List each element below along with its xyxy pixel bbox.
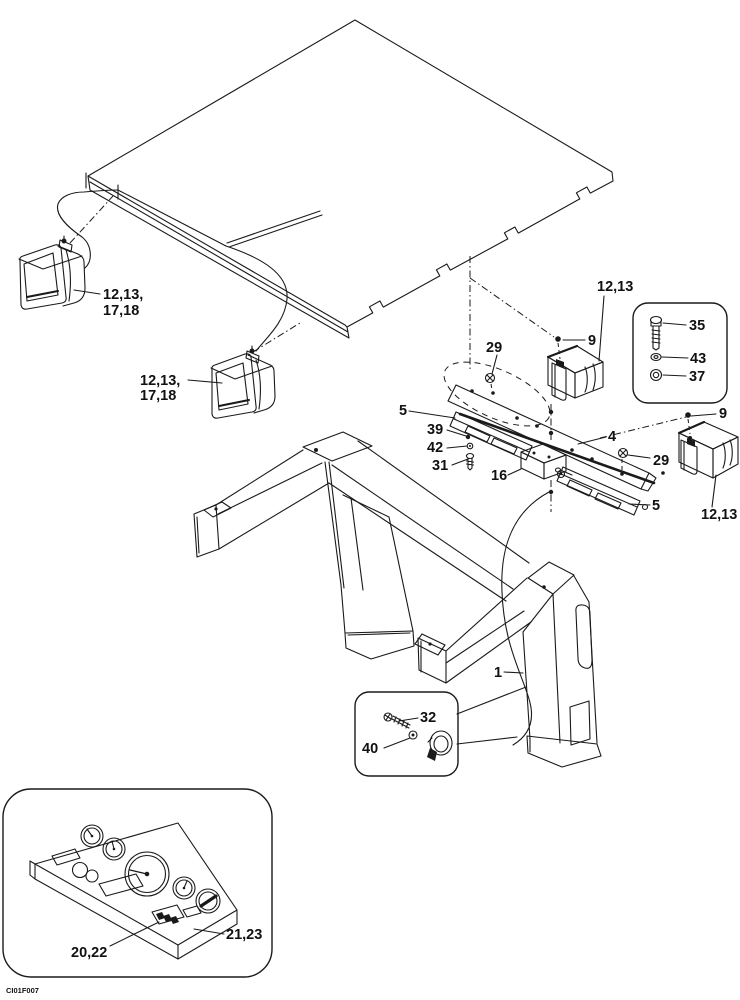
callout-clamp-screw: 32 [420,710,437,726]
callout-junction-block: 16 [491,468,508,484]
callout-right-lamp-screw: 9 [719,406,728,422]
callout-work-lamp-1: 17,18 [103,303,140,319]
callout-rear-lamp-right: 12,13 [701,507,738,523]
rear-lamp-right [679,412,738,478]
callout-screw: 31 [432,458,449,474]
clamp-detail-box [355,687,526,776]
callout-bar-screw-left: 29 [486,340,503,356]
screw-9-center [555,336,561,342]
instrument-panel [30,823,237,959]
inset-border [3,789,272,977]
screw-32 [384,713,410,728]
hardware-detail-box [633,303,727,403]
callout-rops-frame: 1 [494,665,503,681]
callout-layer [71,279,737,961]
leader-clamp-location-1 [457,687,526,714]
callout-panel-switch-right: 21,23 [226,927,263,943]
screw-9-right [685,412,691,418]
callout-nut: 37 [689,369,706,385]
callout-work-lamp-2: 12,13, [140,373,181,389]
callout-bar-screw-right: 29 [653,453,670,469]
rail-hardware [466,435,474,470]
callout-rear-lamp-center: 12,13 [597,279,634,295]
roof-panel [86,20,613,338]
callout-lock-washer: 42 [427,440,444,456]
bolt-35 [651,317,662,351]
callout-rail-right: 5 [652,498,661,514]
callout-bolt: 35 [689,318,706,334]
leader-clamp-location-2 [457,737,517,744]
rops-frame [194,432,601,767]
rocker-switch-block [152,905,184,924]
callout-work-lamp-1: 12,13, [103,287,144,303]
callout-work-lamp-2: 17,18 [140,388,177,404]
callout-clamp-washer: 40 [362,741,379,757]
washer-43 [651,354,661,361]
callout-panel-switch-left: 20,22 [71,945,108,961]
mount-location-ellipse [435,349,559,439]
drawing-code: CI01F007 [6,986,39,995]
work-lamp-1 [19,236,85,309]
instrument-panel-inset [3,789,272,977]
callout-washer: 43 [690,351,707,367]
junction-block [521,444,572,479]
callout-spacer: 39 [427,422,444,438]
callout-rear-lamp-screw: 9 [588,333,597,349]
callout-rail-left: 5 [399,403,408,419]
cable-clamp [427,731,452,761]
callout-mounting-bar: 4 [608,429,617,445]
work-lamp-2 [211,346,275,418]
lamp-mounting-bar-assembly [435,349,665,515]
nut-37 [651,370,662,381]
